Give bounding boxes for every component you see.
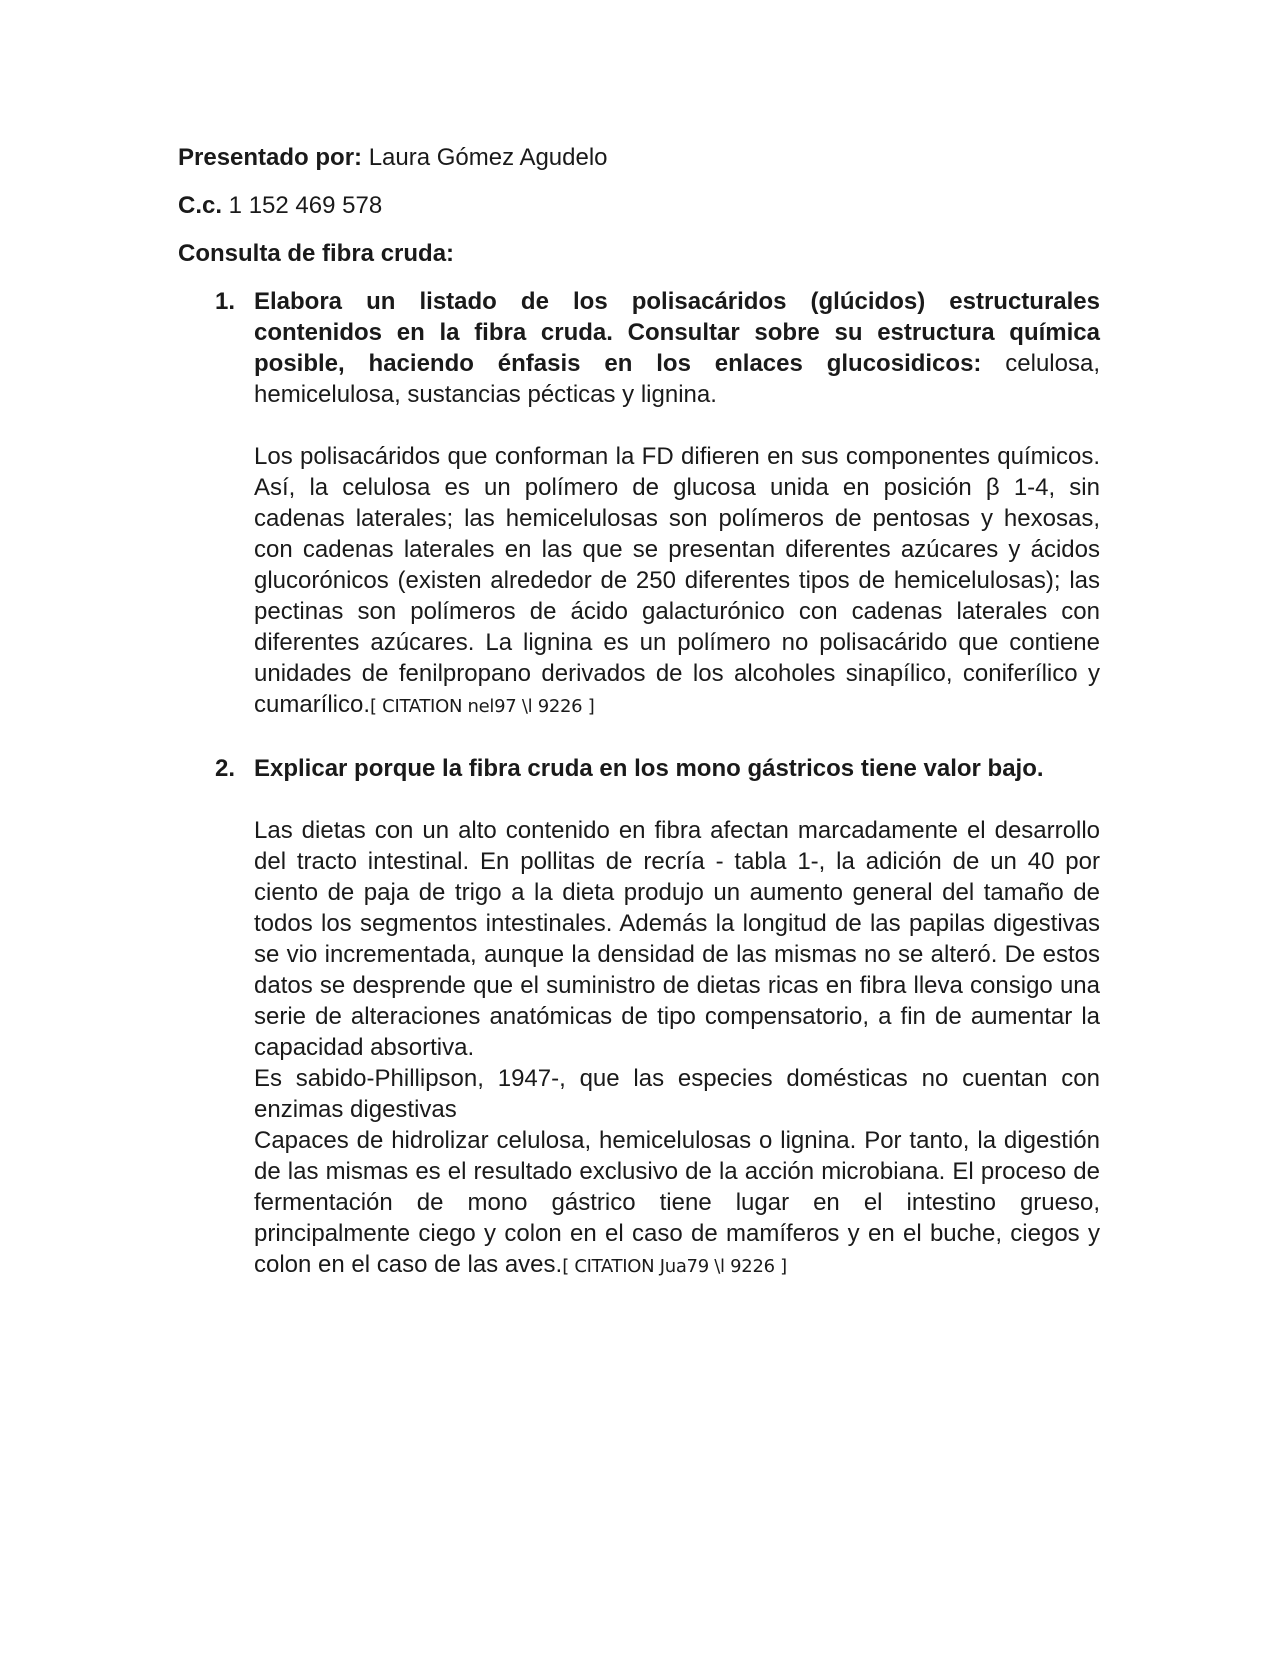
section-1-question-plain: celulosa, hemicelulosa, sustancias pécticas y lignina. [254,350,1100,408]
document-page [178,142,1100,1282]
id-value: 1 152 469 578 [222,192,383,219]
section-1 [178,286,1100,722]
section-2-answer-paragraph-3 [254,1125,1100,1282]
id-label: C.c. [178,192,223,219]
section-2-answer-text: Capaces de hidrolizar celulosa, hemicelulosas o lignina. Por tanto, la digestión de las mismas es el resultado exclusivo de la acción microbiana. El proceso de fermentación de mono gástrico tiene lugar en el intestino grueso, principalmente ciego y colon en el caso de mamíferos y en el buche, ciegos y colon en el caso de las aves. [254,1127,1100,1278]
id-line [178,190,1100,221]
document-title: Consulta de fibra cruda: [178,240,455,267]
section-1-question-bold: Elabora un listado de los polisacáridos (glúcidos) estructurales contenidos en la fibra cruda. Consultar sobre su estructura química posible, haciendo énfasis en los enlaces glucosidicos: [254,288,1100,377]
section-1-number: 1. [215,288,236,315]
section-1-citation: [ CITATION nel97 \l 9226 ] [370,696,595,717]
section-2-citation: [ CITATION Jua79 \l 9226 ] [562,1256,787,1277]
presented-by-value: Laura Gómez Agudelo [362,144,608,171]
section-1-answer [254,441,1100,722]
section-2-question [254,753,1100,784]
section-2 [178,753,1100,1282]
section-1-question [254,286,1100,410]
section-2-question-bold: Explicar porque la fibra cruda en los mono gástricos tiene valor bajo. [254,755,1044,782]
presented-by-label: Presentado por: [178,144,363,171]
section-2-number: 2. [215,755,236,782]
section-2-answer-paragraph-2: Es sabido-Phillipson, 1947-, que las especies domésticas no cuentan con enzimas digestivas [254,1065,1100,1123]
document-title-line [178,238,1100,269]
section-1-answer-text: Los polisacáridos que conforman la FD difieren en sus componentes químicos. Así, la celulosa es un polímero de glucosa unida en posición β 1-4, sin cadenas laterales; las hemicelulosas son polímeros de pentosas y hexosas, con cadenas laterales en las que se presentan diferentes azúcares y ácidos glucorónicos (existen alrededor de 250 diferentes tipos de hemicelulosas); las pectinas son polímeros de ácido galacturónico con cadenas laterales con diferentes azúcares. La lignina es un polímero no polisacárido que contiene unidades de fenilpropano derivados de los alcoholes sinapílico, coniferílico y cumarílico. [254,443,1100,718]
section-2-answer-paragraph-1: Las dietas con un alto contenido en fibra afectan marcadamente el desarrollo del tracto intestinal. En pollitas de recría - tabla 1-, la adición de un 40 por ciento de paja de trigo a la dieta produjo un aumento general del tamaño de todos los segmentos intestinales. Además la longitud de las papilas digestivas se vio incrementada, aunque la densidad de las mismas no se alteró. De estos datos se desprende que el suministro de dietas ricas en fibra lleva consigo una serie de alteraciones anatómicas de tipo compensatorio, a fin de aumentar la capacidad absortiva. [254,817,1100,1061]
presented-by-line [178,142,1100,173]
